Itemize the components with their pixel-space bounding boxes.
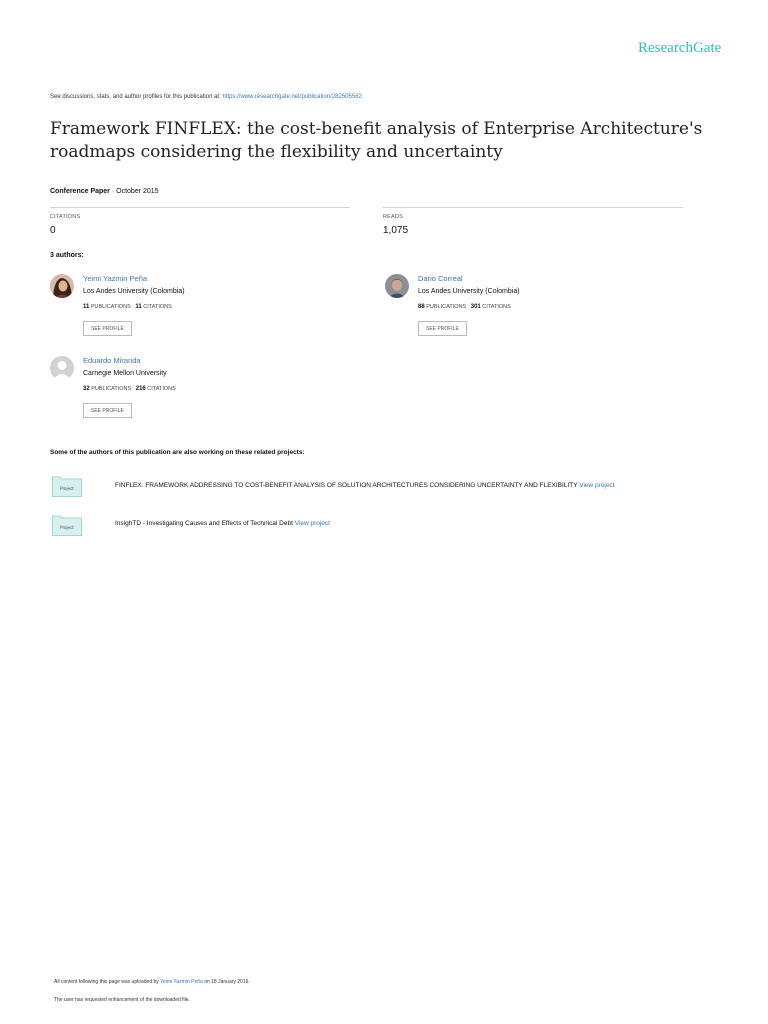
reads-divider (383, 207, 683, 208)
view-project-link[interactable]: View project (579, 482, 615, 489)
see-profile-button[interactable]: SEE PROFILE (83, 403, 132, 418)
folder-icon (52, 475, 82, 497)
project-icon[interactable] (52, 475, 82, 502)
researchgate-logo[interactable]: ResearchGate (638, 40, 722, 56)
author-citations-count: 216 (135, 386, 146, 392)
header-intro (50, 94, 362, 100)
author-avatar[interactable] (385, 274, 409, 298)
uploader-link[interactable]: Yeimi Yazmin Peña (160, 979, 203, 985)
project-title: InsighTD - Investigating Causes and Effects of Technical Debt (115, 520, 293, 527)
citations-divider (50, 207, 350, 208)
default-user-icon (50, 356, 74, 380)
paper-date: · October 2015 (109, 188, 159, 195)
project-icon-label: Project (60, 525, 74, 530)
project-item (115, 482, 615, 489)
author-publications-label: PUBLICATIONS (91, 386, 132, 392)
author-citations-label: CITATIONS (147, 386, 176, 392)
reads-value: 1,075 (383, 225, 409, 236)
author-publications-count: 11 (83, 304, 90, 310)
header-intro-text: See discussions, stats, and author profiles for this publication at: (50, 94, 223, 100)
author-citations-count: 301 (470, 304, 481, 310)
publication-url-link[interactable]: https://www.researchgate.net/publication/282505562 (222, 94, 362, 100)
paper-type-line (50, 188, 159, 195)
upload-note-suffix: on 18 January 2016. (202, 979, 250, 985)
project-item (115, 520, 330, 527)
see-profile-button[interactable]: SEE PROFILE (83, 321, 132, 336)
citations-label: CITATIONS (50, 214, 81, 220)
author-publications-label: PUBLICATIONS (426, 304, 467, 310)
author-citations-label: CITATIONS (143, 304, 172, 310)
author-affiliation: Los Andes University (Colombia) (418, 288, 520, 295)
citations-value: 0 (50, 225, 56, 236)
related-projects-label: Some of the authors of this publication are also working on these related projects: (50, 449, 305, 456)
see-profile-button[interactable]: SEE PROFILE (418, 321, 467, 336)
author-name-link[interactable]: Yeimi Yazmin Peña (83, 274, 148, 283)
enhancement-note: The user has requested enhancement of the downloaded file. (54, 997, 190, 1003)
author-publications-count: 32 (83, 386, 90, 392)
author-avatar[interactable] (50, 274, 74, 298)
project-icon[interactable] (52, 514, 82, 541)
author-affiliation: Carnegie Mellon University (83, 370, 167, 377)
author-photo-icon (385, 274, 409, 298)
author-affiliation: Los Andes University (Colombia) (83, 288, 185, 295)
paper-type: Conference Paper (50, 188, 110, 195)
paper-title: Framework FINFLEX: the cost-benefit analysis of Enterprise Architecture's roadmaps considering the flexibility and uncertainty (50, 119, 703, 162)
author-photo-icon (50, 274, 74, 298)
author-publications-count: 88 (418, 304, 425, 310)
author-stats (83, 386, 176, 392)
folder-icon (52, 514, 82, 536)
upload-note (54, 979, 250, 985)
upload-note-prefix: All content following this page was uploaded by (54, 979, 161, 985)
author-citations-count: 11 (135, 304, 142, 310)
author-name-link[interactable]: Dario Correal (418, 274, 463, 283)
author-publications-label: PUBLICATIONS (90, 304, 131, 310)
project-title: FINFLEX: FRAMEWORK ADDRESSING TO COST-BENEFIT ANALYSIS OF SOLUTION ARCHITECTURES CONSIDERING UNCERTAINTY AND FLEXIBILITY (115, 482, 578, 489)
view-project-link[interactable]: View project (294, 520, 330, 527)
reads-label: READS (383, 214, 403, 220)
author-name-link[interactable]: Eduardo Miranda (83, 356, 141, 365)
author-stats (83, 304, 172, 310)
project-icon-label: Project (60, 486, 74, 491)
author-avatar[interactable] (50, 356, 74, 380)
author-citations-label: CITATIONS (482, 304, 511, 310)
authors-label: 3 authors: (50, 252, 84, 259)
author-stats (418, 304, 511, 310)
